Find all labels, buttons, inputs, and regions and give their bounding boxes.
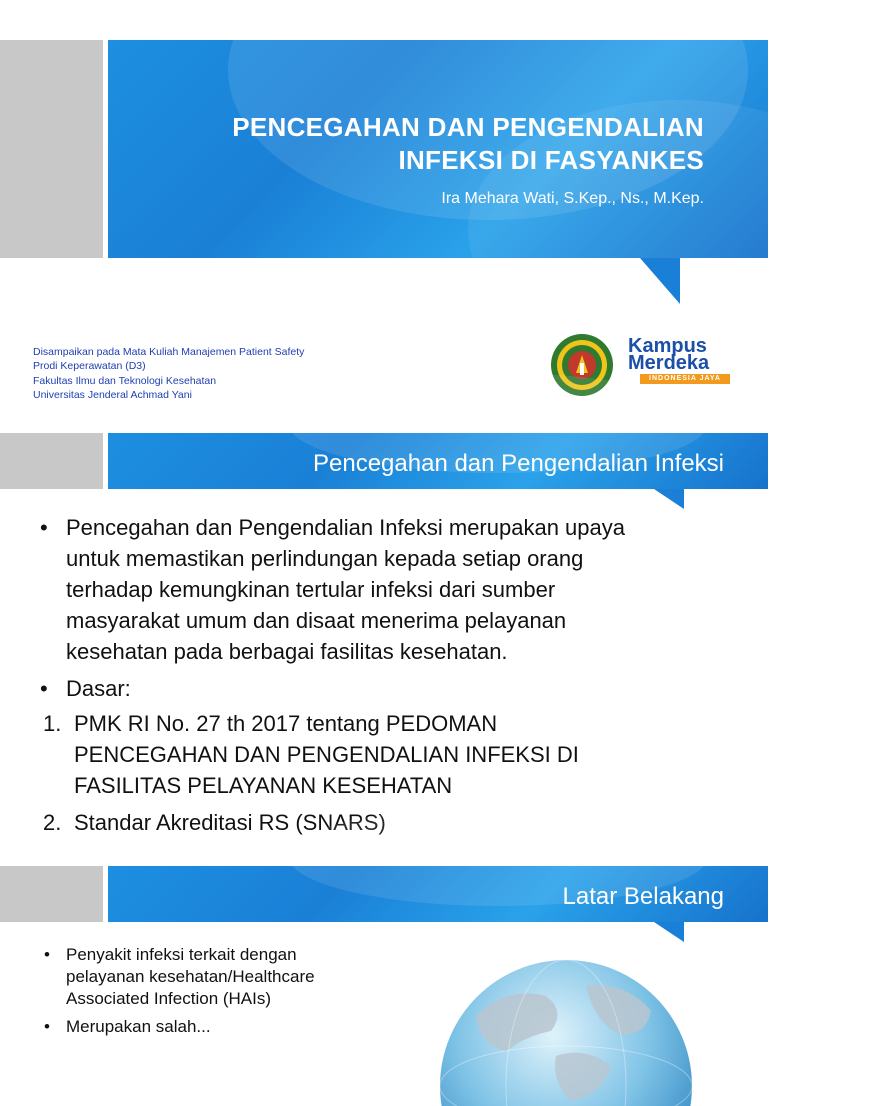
bullet-item [40, 512, 740, 667]
bullet-line: pelayanan kesehatan/Healthcare [66, 967, 315, 986]
number-marker: 2. [43, 810, 62, 835]
bullet-line: untuk memastikan perlindungan kepada setiap orang [66, 546, 584, 571]
banner-tail [654, 922, 684, 942]
content-body [44, 944, 374, 1038]
numbered-line: FASILITAS PELAYANAN KESEHATAN [74, 773, 453, 798]
bullet-item [44, 1016, 374, 1038]
bullet-item [40, 673, 740, 704]
bullet-line: Associated Infection (HAIs) [66, 989, 272, 1008]
info-line: Fakultas Ilmu dan Teknologi Kesehatan [33, 375, 217, 387]
logo-kampus-text: Kampus [628, 335, 707, 357]
slide-title: Latar Belakang [562, 883, 724, 910]
bullet-line: masyarakat umum dan disaat menerima pelayanan [66, 608, 567, 633]
numbered-line: PMK RI No. 27 th 2017 tentang PEDOMAN [74, 711, 498, 736]
bullet-marker: • [44, 945, 50, 964]
bullet-item [44, 944, 374, 1010]
content-slide-ppi [0, 433, 768, 851]
bullet-line: kesehatan pada berbagai fasilitas kesehatan. [66, 639, 508, 664]
bullet-line: terhadap kemungkinan tertular infeksi dari sumber [66, 577, 556, 602]
content-slide-latar-belakang [0, 866, 768, 1036]
info-line: Disampaikan pada Mata Kuliah Manajemen Patient Safety [33, 346, 305, 358]
gray-accent-block [0, 866, 103, 922]
number-marker: 1. [43, 711, 62, 736]
content-body [40, 512, 740, 838]
info-line: Prodi Keperawatan (D3) [33, 360, 146, 372]
slide-title: Pencegahan dan Pengendalian Infeksi [313, 450, 724, 477]
bullet-marker: • [40, 515, 48, 540]
logo-tagline: INDONESIA JAYA [640, 374, 730, 384]
banner-tail [654, 489, 684, 509]
bullet-marker: • [44, 1017, 50, 1036]
title-line-2: INFEKSI DI FASYANKES [398, 145, 704, 175]
bullet-line: Merupakan salah... [66, 1017, 211, 1036]
author-name: Ira Mehara Wati, S.Kep., Ns., M.Kep. [441, 190, 704, 207]
numbered-line: Standar Akreditasi RS (SNARS) [74, 810, 386, 835]
info-line: Universitas Jenderal Achmad Yani [33, 389, 192, 401]
numbered-item [40, 708, 740, 801]
title-slide [0, 0, 768, 418]
bullet-line: Dasar: [66, 676, 131, 701]
bullet-line: Penyakit infeksi terkait dengan [66, 945, 297, 964]
gray-accent-block [0, 40, 103, 258]
logo-merdeka-text: Merdeka [628, 352, 710, 374]
globe-image [436, 956, 696, 1106]
banner-tail [640, 258, 680, 304]
kampus-merdeka-logo [628, 336, 734, 392]
title-line-1: PENCEGAHAN DAN PENGENDALIAN [232, 112, 704, 142]
bullet-line: Pencegahan dan Pengendalian Infeksi merupakan upaya [66, 515, 625, 540]
numbered-line: PENCEGAHAN DAN PENGENDALIAN INFEKSI DI [74, 742, 579, 767]
gray-accent-block [0, 433, 103, 489]
bullet-marker: • [40, 676, 48, 701]
